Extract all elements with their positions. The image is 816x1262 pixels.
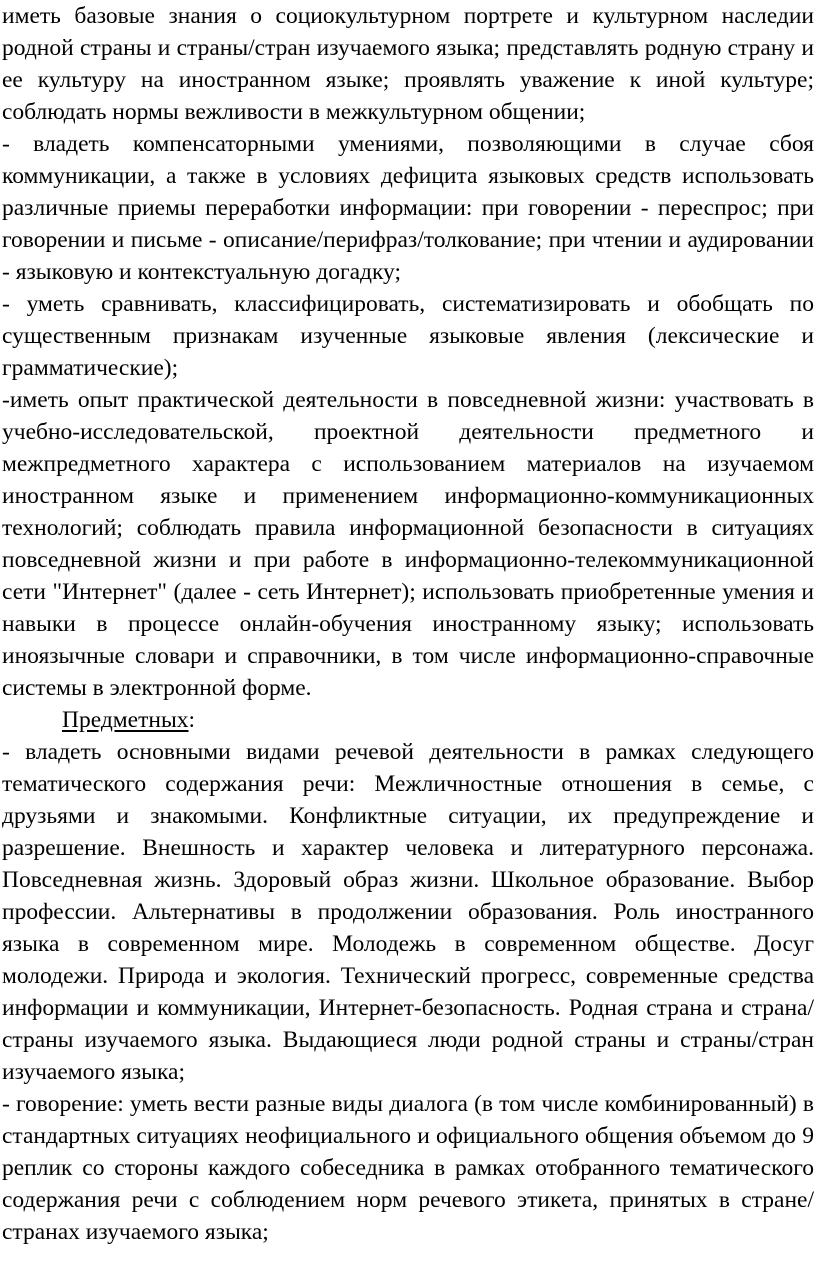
- paragraph-speech-activity: - владеть основными видами речевой деятельности в рамках следующего тематического содержания речи: Межличностные отношения в семье, с друзьями и знакомыми. Конфликтные ситуации, их предупреждение и разрешение. Внешность и характер человека и литературного персонажа. Повседневная жизнь. Здоровый образ жизни. Школьное образование. Выбор профессии. Альтернативы в продолжении образования. Роль иностранного языка в современном мире. Молодежь в современном обществе. Досуг молодежи. Природа и экология. Технический прогресс, современные средства информации и коммуникации, Интернет-безопасность. Родная страна и страна/страны изучаемого языка. Выдающиеся люди родной страны и страны/стран изучаемого языка;: [2, 739, 814, 1085]
- section-heading-text: Предметных: [62, 707, 189, 733]
- paragraph-sociocultural: иметь базовые знания о социокультурном портрете и культурном наследии родной страны и страны/стран изучаемого языка; представлять родную страну и ее культуру на иностранном языке; проявлять уважение к иной культуре; соблюдать нормы вежливости в межкультурном общении;: [2, 3, 814, 125]
- paragraph-practical-experience: -иметь опыт практической деятельности в повседневной жизни: участвовать в учебно-исследовательской, проектной деятельности предметного и межпредметного характера с использованием материалов на изучаемом иностранном языке и применением информационно-коммуникационных технологий; соблюдать правила информационной безопасности в ситуациях повседневной жизни и при работе в информационно-телекоммуникационной сети "Интернет" (далее - сеть Интернет); использовать приобретенные умения и навыки в процессе онлайн-обучения иностранному языку; использовать иноязычные словари и справочники, в том числе информационно-справочные системы в электронной форме.: [2, 387, 814, 701]
- section-heading-subject: [2, 704, 814, 736]
- paragraph-speaking-dialogue: - говорение: уметь вести разные виды диалога (в том числе комбинированный) в стандартных ситуациях неофициального и официального общения объемом до 9 реплик со стороны каждого собеседника в рамках отобранного тематического содержания речи с соблюдением норм речевого этикета, принятых в стране/странах изучаемого языка;: [2, 1091, 814, 1245]
- paragraph-compensatory-skills: - владеть компенсаторными умениями, позволяющими в случае сбоя коммуникации, а также в условиях дефицита языковых средств использовать различные приемы переработки информации: при говорении - переспрос; при говорении и письме - описание/перифраз/толкование; при чтении и аудировании - языковую и контекстуальную догадку;: [2, 131, 814, 285]
- paragraph-compare-classify: - уметь сравнивать, классифицировать, систематизировать и обобщать по существенным признакам изученные языковые явления (лексические и грамматические);: [2, 291, 814, 381]
- section-heading-colon: :: [188, 707, 196, 733]
